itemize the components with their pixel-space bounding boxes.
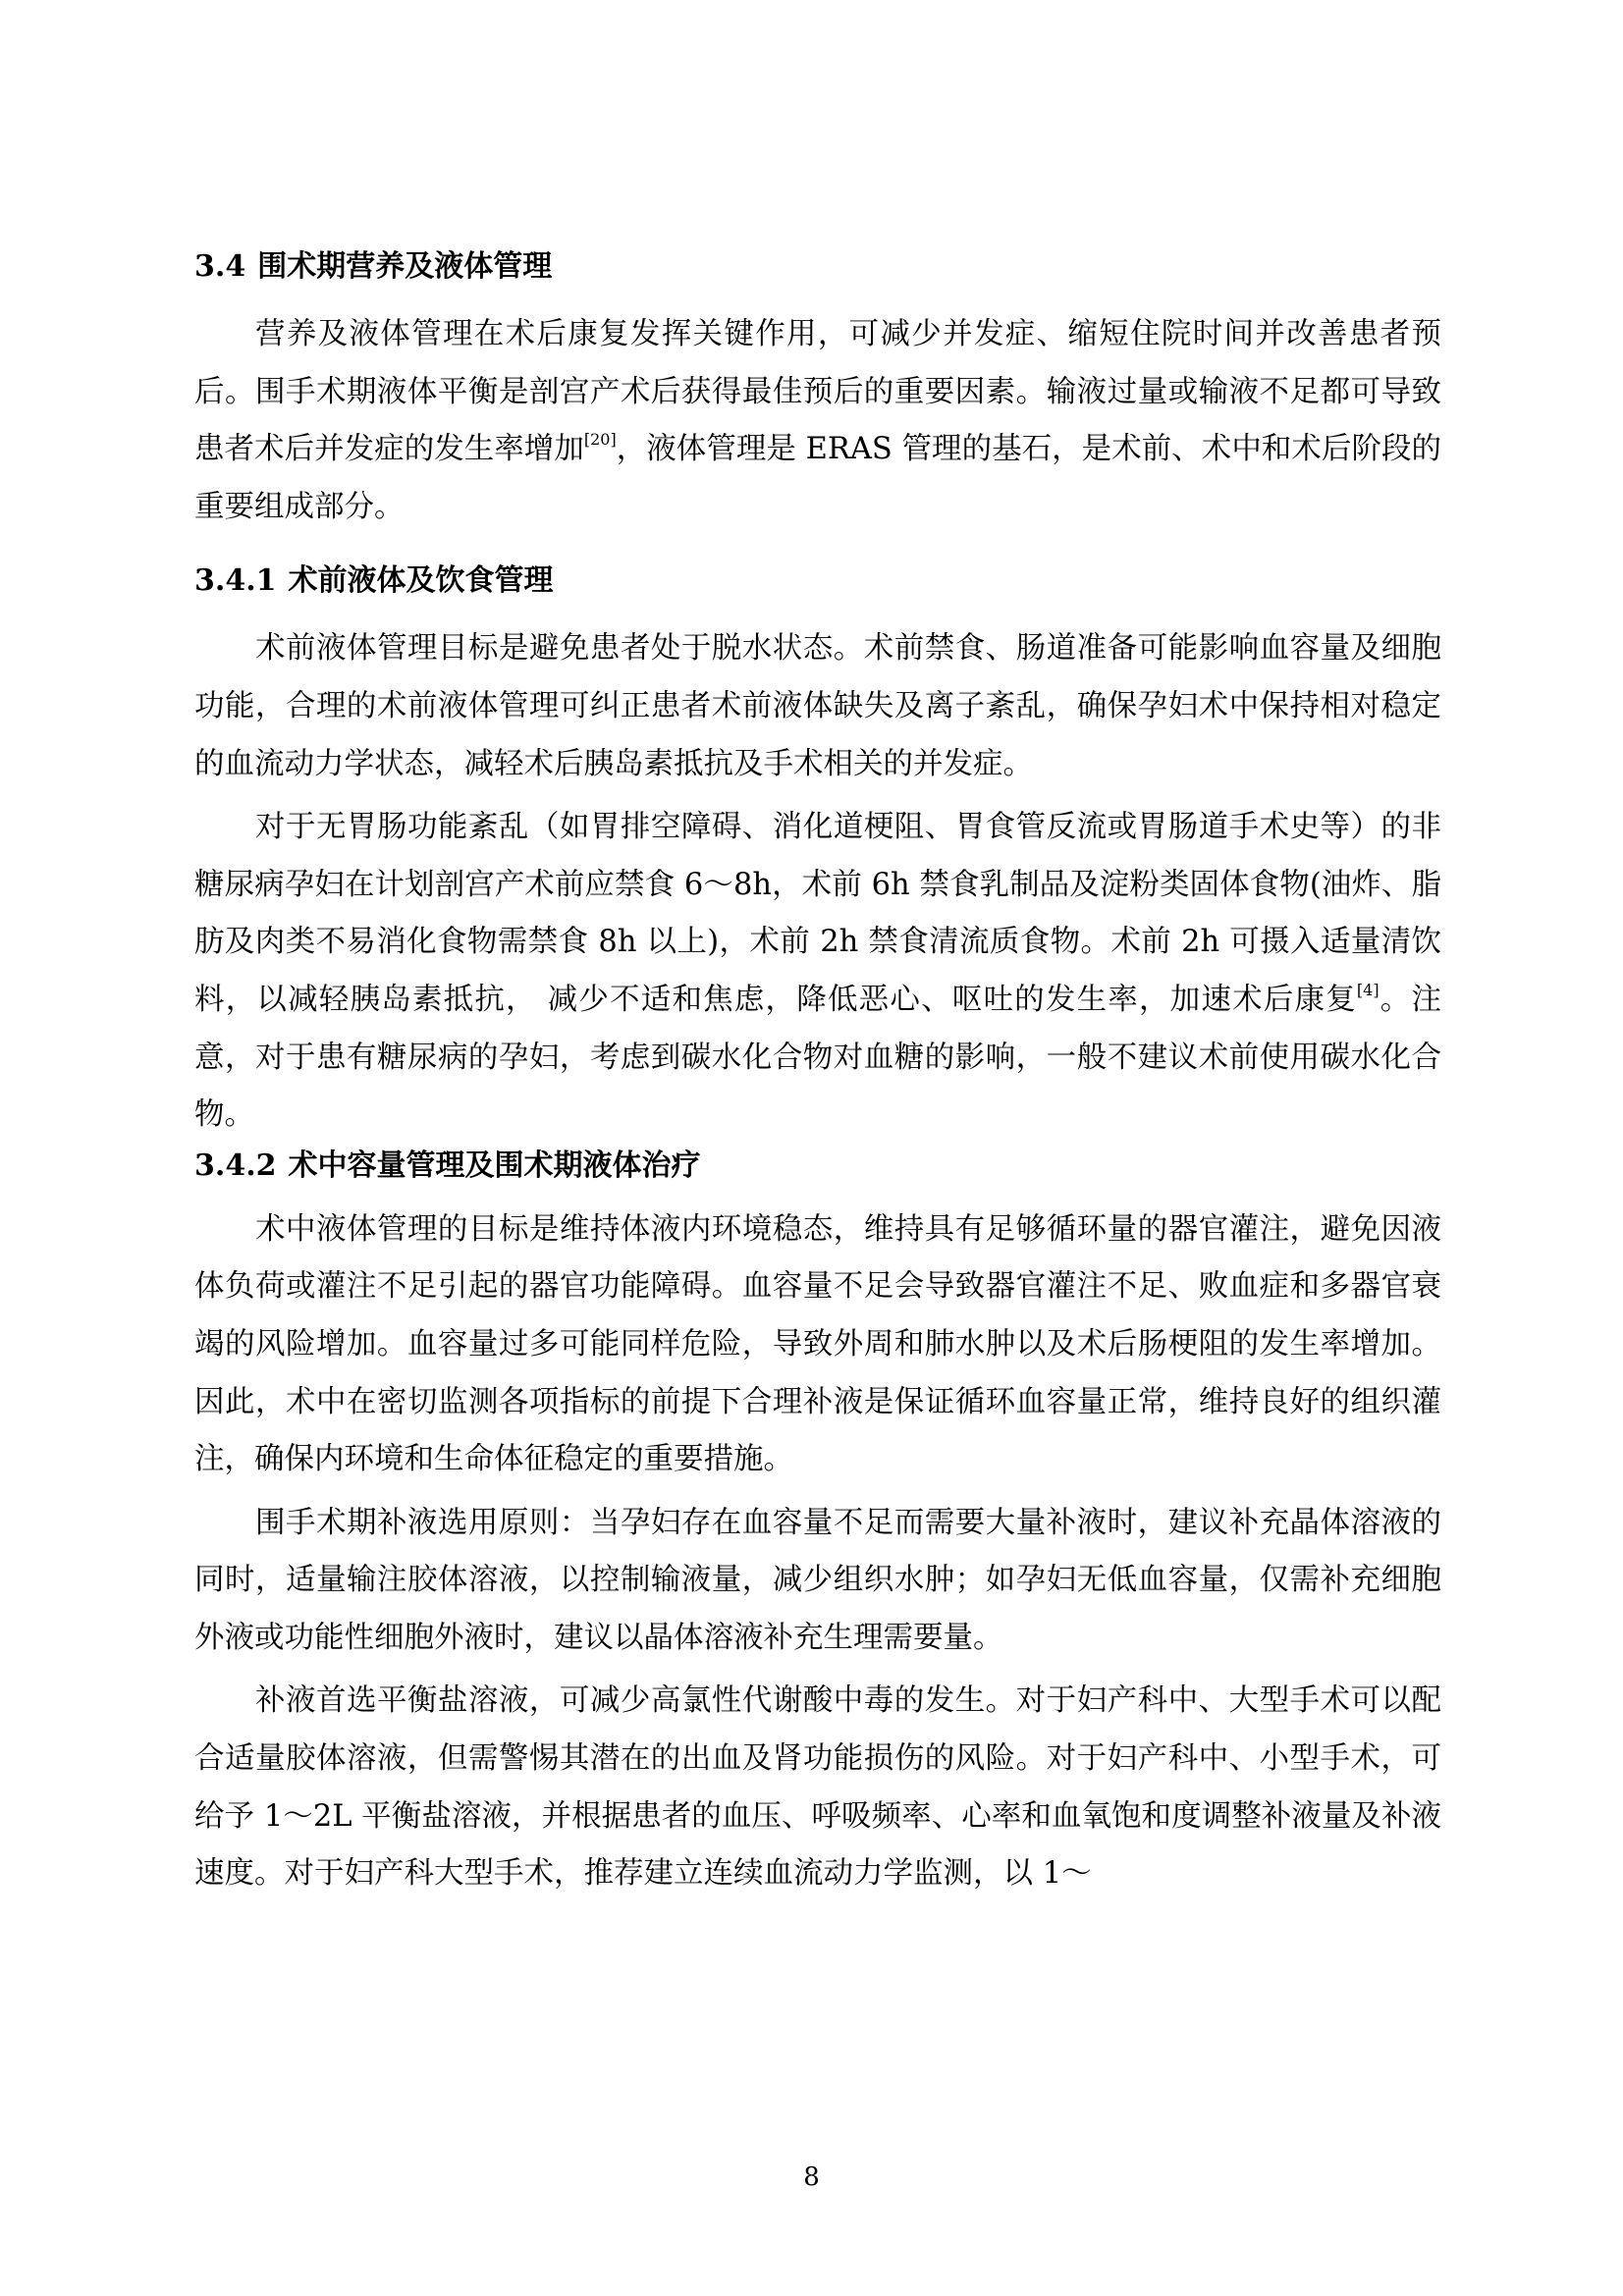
- document-body: [194, 245, 1441, 1903]
- paragraph-text: 。注意，对于患有糖尿病的孕妇，考虑到碳水化合物对血糖的影响，一般不建议术前使用碳水化合物。: [194, 982, 1441, 1133]
- paragraph-preop-fluid-goal: 术前液体管理目标是避免患者处于脱水状态。术前禁食、肠道准备可能影响血容量及细胞功能，合理的术前液体管理可纠正患者术前液体缺失及离子紊乱，确保孕妇术中保持相对稳定的血流动力学状态，减轻术后胰岛素抵抗及手术相关的并发症。: [194, 631, 1441, 781]
- section-title: 术前液体及饮食管理: [288, 563, 554, 599]
- paragraph-preop-fasting: [194, 799, 1441, 1145]
- paragraph-text: 对于无胃肠功能紊乱（如胃排空障碍、消化道梗阻、胃食管反流或胃肠道手术史等）的非糖尿病孕妇在计划剖宫产术前应禁食 6～8h，术前 6h 禁食乳制品及淀粉类固体食物(油炸、脂肪及肉类不易消化食物需禁食 8h 以上)，术前 2h 禁食清流质食物。术前 2h 可摄入适量清饮料，以减轻胰岛素抵抗， 减少不适和焦虑，降低恶心、呕吐的发生率，加速术后康复: [194, 810, 1441, 1017]
- citation: [4]: [1356, 980, 1380, 999]
- paragraph-text: 营养及液体管理在术后康复发挥关键作用，可减少并发症、缩短住院时间并改善患者预后。围手术期液体平衡是剖宫产术后获得最佳预后的重要因素。输液过量或输液不足都可导致患者术后并发症的发生率增加: [194, 317, 1441, 467]
- section-number: 3.4.2: [194, 1148, 277, 1183]
- section-title: 围术期营养及液体管理: [257, 249, 553, 284]
- section-heading-3-4: [194, 245, 1441, 289]
- paragraph-balanced-salt-solution: 补液首选平衡盐溶液，可减少高氯性代谢酸中毒的发生。对于妇产科中、大型手术可以配合适量胶体溶液，但需警惕其潜在的出血及肾功能损伤的风险。对于妇产科中、小型手术，可给予 1～2L 平衡盐溶液，并根据患者的血压、呼吸频率、心率和血氧饱和度调整补液量及补液速度。对于妇产科大型手术，推荐建立连续血流动力学监测，以 1～: [194, 1683, 1441, 1892]
- paragraph-text: ，液体管理是 ERAS 管理的基石，是术前、术中和术后阶段的重要组成部分。: [194, 432, 1441, 524]
- section-number: 3.4.1: [194, 563, 277, 599]
- paragraph-fluid-selection-principle: 围手术期补液选用原则：当孕妇存在血容量不足而需要大量补液时，建议补充晶体溶液的同时，适量输注胶体溶液，以控制输液量，减少组织水肿；如孕妇无低血容量，仅需补充细胞外液或功能性细胞外液时，建议以晶体溶液补充生理需要量。: [194, 1505, 1441, 1655]
- section-title: 术中容量管理及围术期液体治疗: [288, 1148, 701, 1183]
- paragraph-intraop-fluid-goal: 术中液体管理的目标是维持体液内环境稳态，维持具有足够循环量的器官灌注，避免因液体负荷或灌注不足引起的器官功能障碍。血容量不足会导致器官灌注不足、败血症和多器官衰竭的风险增加。血容量过多可能同样危险，导致外周和肺水肿以及术后肠梗阻的发生率增加。因此，术中在密切监测各项指标的前提下合理补液是保证循环血容量正常，维持良好的组织灌注，确保内环境和生命体征稳定的重要措施。: [194, 1211, 1441, 1477]
- page-number: 8: [803, 2163, 820, 2192]
- paragraph-nutrition-fluid-intro: [194, 306, 1441, 536]
- section-number: 3.4: [194, 249, 246, 284]
- citation: [20]: [583, 430, 617, 450]
- section-heading-3-4-1: [194, 560, 1441, 603]
- section-heading-3-4-2: [194, 1145, 1441, 1188]
